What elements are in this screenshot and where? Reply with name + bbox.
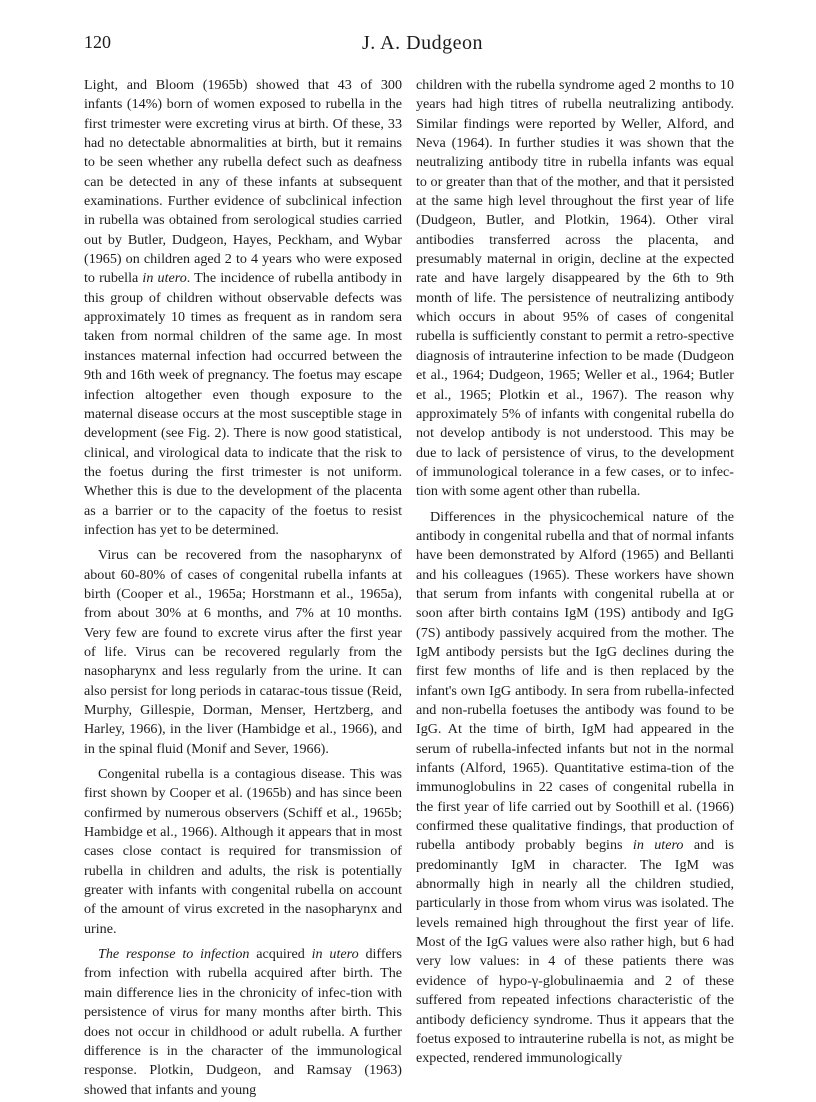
paragraph-text: . The incidence of rubella antibody in this group of children without observable defects was approximately 10 times as frequent as in random sera taken from normal children of the same age. In most instances maternal infection had occurred between the 9th and 16th week of pregnancy. The foetus may escape infection altogether even though exposure to the maternal disease occurs at the most susceptible stage in development (see Fig. 2). There is now good statistical, clinical, and virological data to indicate that the risk to the foetus during the first trimester is not uniform. Whether this is due to the development of the placenta as a barrier or to the capacity of the foetus to resist infection has yet to be determined. [84,270,402,538]
page-header [84,32,734,62]
paragraph-text: Differences in the physicochemical nature of the antibody in congenital rubella and that of normal infants have been demonstrated by Alford (1965) and Bellanti and his colleagues (1965). These workers have shown that serum from infants with congenital rubella at or soon after birth contains IgM (19S) antibody and IgG (7S) antibody passively acquired from the mother. The IgM antibody persists but the IgG declines during the first few months of life and is then replaced by the infant's own IgG antibody. In sera from rubella-infected and non-rubella foetuses the antibody was found to be IgG. At the time of birth, IgM had appeared in the serum of rubella-infected infants but not in the normal infants (Alford, 1965). Quantitative estima-tion of the immunoglobulins in 22 cases of congenital rubella in the first year of life carried out by Soothill et al. (1966) confirmed these qualitative findings, that production of rubella antibody probably begins [416,508,734,854]
italic-phrase: in utero [632,837,684,854]
running-head: J. A. Dudgeon [362,32,483,54]
paragraph [416,508,734,1069]
paragraph-text: and is predominantly IgM in character. The IgM was abnormally high in nearly all the children studied, particularly in those from whom virus was isolated. The levels remained high throughout the first year of life. Most of the IgG values were also rather high, but 6 had very low values: in 4 of these patients there was evidence of hypo-γ-globulinaemia and 2 of these suffered from repeated infections characteristic of the antibody deficiency syndrome. Thus it appears that the foetus exposed to intrauterine rubella is not, as might be expected, rendered immunologically [416,837,735,1067]
paragraph [84,76,402,540]
paragraph: children with the rubella syndrome aged 2 months to 10 years had high titres of rubella neutralizing antibody. Similar findings were reported by Weller, Alford, and Neva (1964). In further studies it was shown that the neutralizing antibody titre in rubella infants was equal to or greater than that of the mother, and that it persisted at the same high level throughout the first year of life (Dudgeon, Butler, and Plotkin, 1964). Other viral antibodies transferred across the placenta, and presumably maternal in origin, decline at the expected rate and have largely disappeared by the 6th to 9th month of life. The persistence of neutralizing antibody which occurs in about 95% of cases of congenital rubella is sufficiently constant to permit a retro-spective diagnosis of intrauterine infection to be made (Dudgeon et al., 1964; Dudgeon, 1965; Weller et al., 1964; Butler et al., 1965; Plotkin et al., 1967). The reason why approximately 5% of infants with congenital rubella do not develop antibody is not understood. This may be due to lack of persistence of virus, to the development of immunological tolerance in a few cases, or to infec-tion with some agent other than rubella. [416,77,734,500]
left-column [84,76,402,1100]
paragraph [84,945,402,1100]
paragraph: Virus can be recovered from the nasopharynx of about 60-80% of cases of congenital rubella infants at birth (Cooper et al., 1965a; Horstmann et al., 1965a), from about 30% at 6 months, and 7% at 10 months. Very few are found to excrete virus after the first year of life. Virus can be recovered regularly from the nasopharynx and less regularly from the urine. It can also persist for long periods in catarac-tous tissue (Reid, Murphy, Gillespie, Dorman, Menser, Hertzberg, and Harley, 1966), in the liver (Hambidge et al., 1966), and in the spinal fluid (Monif and Sever, 1966). [84,547,402,757]
right-column [416,76,734,1069]
italic-phrase: The response to infection [98,946,250,963]
paragraph-text: acquired [249,946,312,963]
paragraph: Congenital rubella is a contagious disease. This was first shown by Cooper et al. (1965b) and has since been confirmed by numerous observers (Schiff et al., 1965b; Hambidge et al., 1966). Although it appears that in most cases close contact is required for transmission of rubella in children and adults, the risk is potentially greater with infants with congenital rubella on account of the amount of virus excreted in the nasopharynx and urine. [84,766,402,937]
italic-phrase: in utero [311,946,359,963]
page-number: 120 [84,32,111,52]
paragraph-text: Light, and Bloom (1965b) showed that 43 of 300 infants (14%) born of women exposed to rubella in the first trimester were excreting virus at birth. Of these, 33 had no detectable abnormalities at birth, but it remains to be seen whether any rubella defect such as deafness can be detected in any of these infants at subsequent examinations. Further evidence of subclinical infection in rubella was obtained from serological studies carried out by Butler, Dudgeon, Hayes, Peckham, and Wybar (1965) on children aged 2 to 4 years who were exposed to rubella [84,77,402,287]
italic-phrase: in utero [142,270,187,287]
paragraph-text: differs from infection with rubella acquired after birth. The main difference lies in the chronicity of infec-tion with persistence of virus for many months after birth. This does not occur in childhood or adult rubella. A further difference is in the character of the immunological response. Plotkin, Dudgeon, and Ramsay (1963) showed that infants and young [84,946,402,1098]
